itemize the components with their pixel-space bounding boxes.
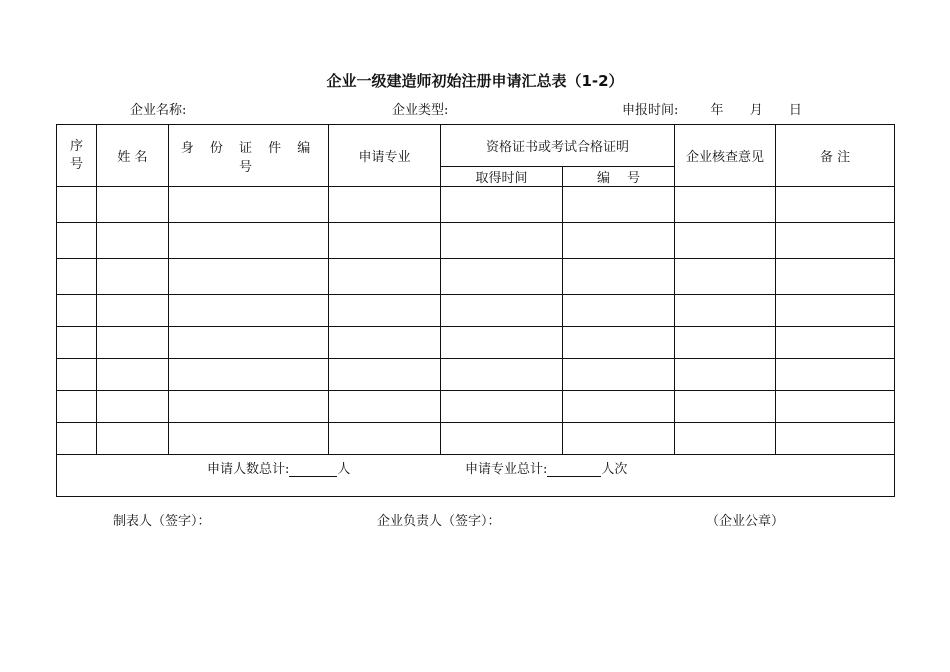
- cell-seq[interactable]: [57, 187, 97, 223]
- cell-name[interactable]: [97, 259, 169, 295]
- total-people: [207, 458, 350, 477]
- cell-id[interactable]: [169, 259, 329, 295]
- cell-review[interactable]: [675, 391, 776, 423]
- cell-remark[interactable]: [776, 359, 895, 391]
- cell-cert-no[interactable]: [563, 295, 675, 327]
- cell-name[interactable]: [97, 223, 169, 259]
- header-cert: 资格证书或考试合格证明: [441, 125, 675, 167]
- table-row: [57, 187, 895, 223]
- table-row: [57, 391, 895, 423]
- cell-cert-time[interactable]: [441, 259, 563, 295]
- cell-remark[interactable]: [776, 391, 895, 423]
- day-label: 日: [788, 103, 802, 118]
- cell-seq[interactable]: [57, 223, 97, 259]
- cell-id[interactable]: [169, 187, 329, 223]
- total-major-blank[interactable]: [547, 462, 601, 477]
- table-row: [57, 295, 895, 327]
- header-remark: 备 注: [776, 125, 895, 187]
- cell-major[interactable]: [329, 187, 441, 223]
- cell-review[interactable]: [675, 295, 776, 327]
- cell-remark[interactable]: [776, 423, 895, 455]
- table-row: [57, 423, 895, 455]
- header-major: 申请专业: [329, 125, 441, 187]
- cell-id[interactable]: [169, 391, 329, 423]
- cell-seq[interactable]: [57, 327, 97, 359]
- cell-cert-no[interactable]: [563, 327, 675, 359]
- total-major-label: 申请专业总计:: [465, 461, 548, 477]
- cell-review[interactable]: [675, 187, 776, 223]
- cell-cert-time[interactable]: [441, 359, 563, 391]
- cell-cert-no[interactable]: [563, 223, 675, 259]
- report-time: [622, 99, 802, 118]
- header-cert-no: 编 号: [563, 167, 675, 187]
- cell-cert-time[interactable]: [441, 391, 563, 423]
- cell-remark[interactable]: [776, 259, 895, 295]
- month-label: 月: [749, 103, 763, 118]
- cell-remark[interactable]: [776, 223, 895, 259]
- table-row: [57, 223, 895, 259]
- cell-review[interactable]: [675, 423, 776, 455]
- cell-remark[interactable]: [776, 327, 895, 359]
- total-major: [465, 458, 627, 477]
- cell-cert-time[interactable]: [441, 223, 563, 259]
- cell-major[interactable]: [329, 259, 441, 295]
- cell-cert-time[interactable]: [441, 187, 563, 223]
- cell-remark[interactable]: [776, 295, 895, 327]
- registration-table: [56, 124, 895, 497]
- maker-signature-label: 制表人（签字）：: [113, 514, 211, 529]
- cell-id[interactable]: [169, 359, 329, 391]
- cell-seq[interactable]: [57, 391, 97, 423]
- total-major-unit: 人次: [601, 461, 628, 477]
- header-review: 企业核查意见: [675, 125, 776, 187]
- cell-id[interactable]: [169, 223, 329, 259]
- cell-name[interactable]: [97, 187, 169, 223]
- cell-cert-no[interactable]: [563, 423, 675, 455]
- cell-name[interactable]: [97, 327, 169, 359]
- header-cert-time: 取得时间: [441, 167, 563, 187]
- table-row: [57, 359, 895, 391]
- total-people-unit: 人: [337, 461, 351, 477]
- table-row: [57, 259, 895, 295]
- cell-name[interactable]: [97, 359, 169, 391]
- cell-major[interactable]: [329, 423, 441, 455]
- cell-major[interactable]: [329, 223, 441, 259]
- year-label: 年: [710, 103, 724, 118]
- cell-seq[interactable]: [57, 259, 97, 295]
- cell-cert-time[interactable]: [441, 423, 563, 455]
- header-name: 姓 名: [97, 125, 169, 187]
- cell-cert-no[interactable]: [563, 187, 675, 223]
- cell-cert-no[interactable]: [563, 359, 675, 391]
- cell-remark[interactable]: [776, 187, 895, 223]
- company-name-label: 企业名称:: [130, 103, 187, 118]
- cell-review[interactable]: [675, 359, 776, 391]
- cell-seq[interactable]: [57, 295, 97, 327]
- cell-name[interactable]: [97, 391, 169, 423]
- cell-major[interactable]: [329, 391, 441, 423]
- head-signature-label: 企业负责人（签字）：: [377, 514, 501, 529]
- page-title: 企业一级建造师初始注册申请汇总表（1-2）: [326, 72, 624, 90]
- total-people-label: 申请人数总计:: [207, 461, 290, 477]
- cell-cert-time[interactable]: [441, 295, 563, 327]
- cell-id[interactable]: [169, 327, 329, 359]
- cell-seq[interactable]: [57, 423, 97, 455]
- cell-major[interactable]: [329, 327, 441, 359]
- header-seq: 序号: [57, 125, 97, 187]
- cell-major[interactable]: [329, 295, 441, 327]
- cell-review[interactable]: [675, 259, 776, 295]
- table-row: [57, 327, 895, 359]
- totals-row: [57, 455, 895, 497]
- header-id: 身 份 证 件 编 号: [169, 125, 329, 187]
- cell-review[interactable]: [675, 327, 776, 359]
- cell-cert-no[interactable]: [563, 259, 675, 295]
- cell-seq[interactable]: [57, 359, 97, 391]
- cell-name[interactable]: [97, 423, 169, 455]
- seal-label: （企业公章）: [706, 514, 785, 529]
- cell-cert-time[interactable]: [441, 327, 563, 359]
- cell-name[interactable]: [97, 295, 169, 327]
- cell-cert-no[interactable]: [563, 391, 675, 423]
- cell-major[interactable]: [329, 359, 441, 391]
- cell-id[interactable]: [169, 423, 329, 455]
- total-people-blank[interactable]: [289, 462, 337, 477]
- cell-id[interactable]: [169, 295, 329, 327]
- company-type-label: 企业类型:: [392, 103, 449, 118]
- report-time-label: 申报时间:: [622, 103, 679, 118]
- cell-review[interactable]: [675, 223, 776, 259]
